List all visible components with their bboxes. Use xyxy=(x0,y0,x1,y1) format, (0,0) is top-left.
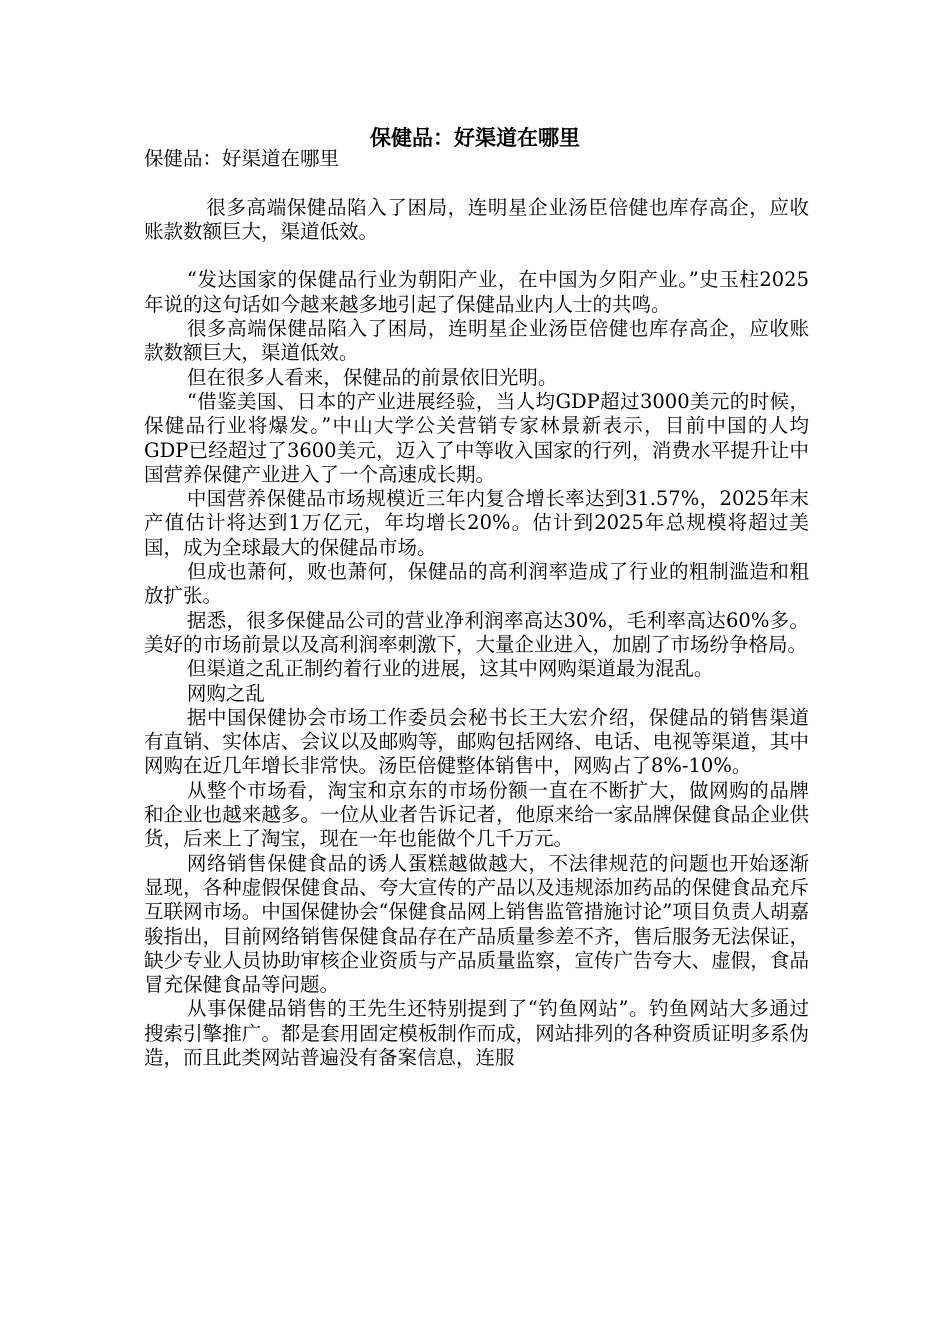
blank-line xyxy=(144,244,809,268)
lead-paragraph: 很多高端保健品陷入了困局，连明星企业汤臣倍健也库存高企，应收账款数额巨大，渠道低效。 xyxy=(144,195,809,243)
section-paragraph: 据中国保健协会市场工作委员会秘书长王大宏介绍，保健品的销售渠道有直销、实体店、会议以及邮购等，邮购包括网络、电话、电视等渠道，其中网购在近几年增长非常快。汤臣倍健整体销售中，网购占了8%-10%。 xyxy=(144,705,809,778)
document-body xyxy=(144,147,809,1070)
body-paragraph: 但成也萧何，败也萧何，保健品的高利润率造成了行业的粗制滥造和粗放扩张。 xyxy=(144,560,809,608)
body-paragraph: 但渠道之乱正制约着行业的进展，这其中网购渠道最为混乱。 xyxy=(186,657,714,681)
body-paragraph: “借鉴美国、日本的产业进展经验，当人均GDP超过3000美元的时候，保健品行业将爆发。”中山大学公关营销专家林景新表示，目前中国的人均GDP已经超过了3600美元，迈入了中等收入国家的行列，消费水平提升让中国营养保健产业进入了一个高速成长期。 xyxy=(144,389,809,486)
body-paragraph: 很多高端保健品陷入了困局，连明星企业汤臣倍健也库存高企，应收账款数额巨大，渠道低效。 xyxy=(144,317,809,365)
blank-line xyxy=(144,171,809,195)
body-paragraph: “发达国家的保健品行业为朝阳产业，在中国为夕阳产业。”史玉柱2025年说的这句话如今越来越多地引起了保健品业内人士的共鸣。 xyxy=(144,268,809,316)
document-subtitle: 保健品：好渠道在哪里 xyxy=(144,147,340,170)
document-title: 保健品：好渠道在哪里 xyxy=(370,125,580,150)
section-paragraph: 从事保健品销售的王先生还特别提到了“钓鱼网站”。钓鱼网站大多通过搜索引擎推广。都是套用固定模板制作而成，网站排列的各种资质证明多系伪造，而且此类网站普遍没有备案信息，连服 xyxy=(144,997,809,1069)
section-paragraph: 从整个市场看，淘宝和京东的市场份额一直在不断扩大，做网购的品牌和企业也越来越多。一位从业者告诉记者，他原来给一家品牌保健食品企业供货，后来上了淘宝，现在一年也能做个几千万元。 xyxy=(144,778,809,851)
body-paragraph: 但在很多人看来，保健品的前景依旧光明。 xyxy=(186,365,558,389)
section-paragraph: 网络销售保健食品的诱人蛋糕越做越大，不法律规范的问题也开始逐渐显现，各种虚假保健食品、夸大宣传的产品以及违规添加药品的保健食品充斥互联网市场。中国保健协会“保健食品网上销售监管措施讨论”项目负责人胡嘉骏指出，目前网络销售保健食品存在产品质量参差不齐，售后服务无法保证，缺少专业人员协助审核企业资质与产品质量监察，宣传广告夸大、虚假，食品冒充保健食品等问题。 xyxy=(144,851,809,997)
body-paragraph: 据悉，很多保健品公司的营业净利润率高达30%，毛利率高达60%多。美好的市场前景以及高利润率刺激下，大量企业进入，加剧了市场纷争格局。 xyxy=(144,608,809,656)
section-heading: 网购之乱 xyxy=(186,681,265,705)
body-paragraph: 中国营养保健品市场规模近三年内复合增长率达到31.57%，2025年末产值估计将达到1万亿元，年均增长20%。估计到2025年总规模将超过美国，成为全球最大的保健品市场。 xyxy=(144,487,809,559)
